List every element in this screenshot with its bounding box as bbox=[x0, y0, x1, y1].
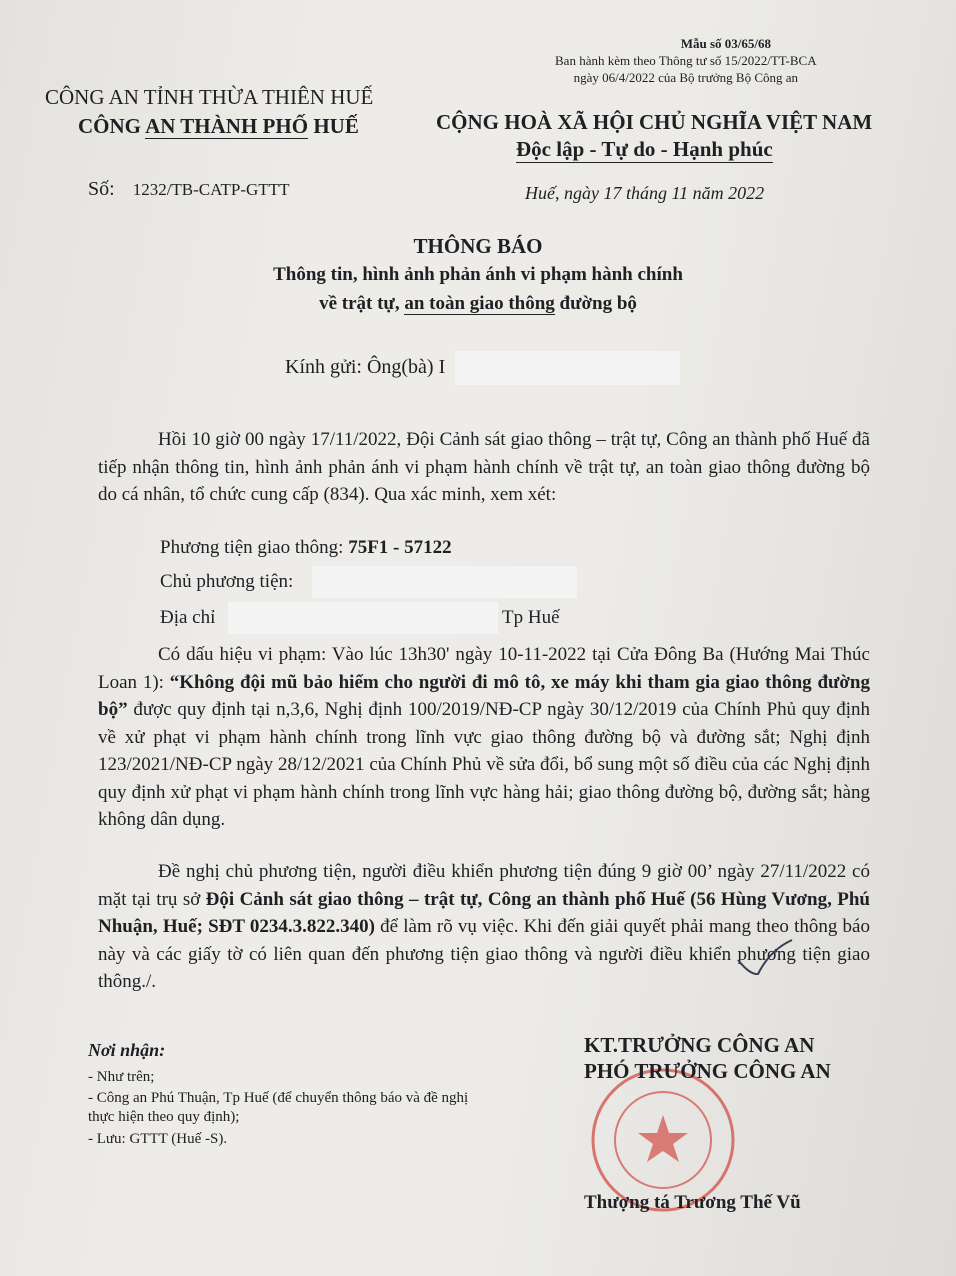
signature-authority-line-1: KT.TRƯỞNG CÔNG AN bbox=[584, 1033, 815, 1057]
form-reference-line-1: Ban hành kèm theo Thông tư số 15/2022/TT-BCA bbox=[555, 53, 817, 68]
recipient-item-2: - Công an Phú Thuận, Tp Huế (để chuyển thông báo và đề nghị thực hiện theo quy định); bbox=[88, 1090, 469, 1125]
form-reference-line-2: ngày 06/4/2022 của Bộ trưởng Bộ Công an bbox=[573, 70, 799, 85]
document-number: Số: 1232/TB-CATP-GTTT bbox=[88, 178, 290, 200]
owner-line: Chủ phương tiện: bbox=[160, 571, 294, 592]
address-line: Địa chỉ bbox=[160, 607, 216, 628]
document-subtitle-1: Thông tin, hình ảnh phản ánh vi phạm hành chính bbox=[273, 264, 683, 285]
address-city: Tp Huế bbox=[502, 607, 560, 628]
recipient-item-1: - Như trên; bbox=[88, 1069, 155, 1085]
paragraph-intro: Hồi 10 giờ 00 ngày 17/11/2022, Đội Cảnh sát giao thông – trật tự, Công an thành phố Huế đã tiếp nhận thông tin, hình ảnh phản ánh vi phạm hành chính về trật tự, an toàn giao thông đường bộ do cá nhân, tổ chức cung cấp (834). Qua xác minh, xem xét: bbox=[98, 429, 870, 505]
redacted-name bbox=[455, 351, 680, 385]
form-number: Mẫu số 03/65/68 bbox=[680, 36, 771, 51]
signer-name: Thượng tá Trương Thế Vũ bbox=[584, 1192, 801, 1213]
vehicle-line: Phương tiện giao thông: 75F1 - 57122 bbox=[160, 537, 452, 558]
signature-authority-line-2: PHÓ TRƯỞNG CÔNG AN bbox=[584, 1059, 831, 1083]
addressee-line: Kính gửi: Ông(bà) I bbox=[285, 356, 446, 378]
form-reference bbox=[555, 52, 817, 86]
paragraph-violation: Có dấu hiệu vi phạm: Vào lúc 13h30' ngày 10-11-2022 tại Cửa Đông Ba (Hướng Mai Thúc Loan 1): “Không đội mũ bảo hiểm cho người đi mô tô, xe máy khi tham gia giao thông đường bộ” được quy định tại n,3,6, Nghị định 100/2019/NĐ-CP ngày 30/12/2019 của Chính Phủ quy định về xử phạt vi phạm hành chính trong lĩnh vực giao thông đường bộ và đường sắt; Nghị định 123/2021/NĐ-CP ngày 28/12/2021 của Chính Phủ về sửa đổi, bổ sung một số điều của các Nghị định quy định xử phạt vi phạm hành chính trong lĩnh vực hàng hải; giao thông đường bộ, đường sắt; hàng không dân dụng. bbox=[98, 644, 870, 830]
issuing-unit: CÔNG AN THÀNH PHỐ HUẾ bbox=[78, 114, 359, 138]
national-motto: Độc lập - Tự do - Hạnh phúc bbox=[516, 137, 773, 161]
document-title: THÔNG BÁO bbox=[413, 234, 543, 258]
issuing-authority: CÔNG AN TỈNH THỪA THIÊN HUẾ bbox=[45, 85, 374, 109]
place-and-date: Huế, ngày 17 tháng 11 năm 2022 bbox=[525, 183, 765, 203]
checkmark-signature-icon bbox=[730, 930, 800, 990]
recipients-heading: Nơi nhận: bbox=[88, 1040, 166, 1060]
national-title: CỘNG HOÀ XÃ HỘI CHỦ NGHĨA VIỆT NAM bbox=[436, 110, 873, 134]
redacted-owner bbox=[312, 566, 577, 598]
document-subtitle-2: về trật tự, an toàn giao thông đường bộ bbox=[319, 293, 637, 314]
paragraph-request: Đề nghị chủ phương tiện, người điều khiển phương tiện đúng 9 giờ 00’ ngày 27/11/2022 có mặt tại trụ sở Đội Cảnh sát giao thông – trật tự, Công an thành phố Huế (56 Hùng Vương, Phú Nhuận, Huế; SĐT 0234.3.822.340) để làm rõ vụ việc. Khi đến giải quyết phải mang theo thông báo này và các giấy tờ có liên quan đến phương tiện giao thông và người điều khiển phương tiện giao thông./. bbox=[98, 861, 870, 992]
redacted-address bbox=[228, 602, 498, 634]
recipient-item-3: - Lưu: GTTT (Huế -S). bbox=[88, 1131, 228, 1147]
